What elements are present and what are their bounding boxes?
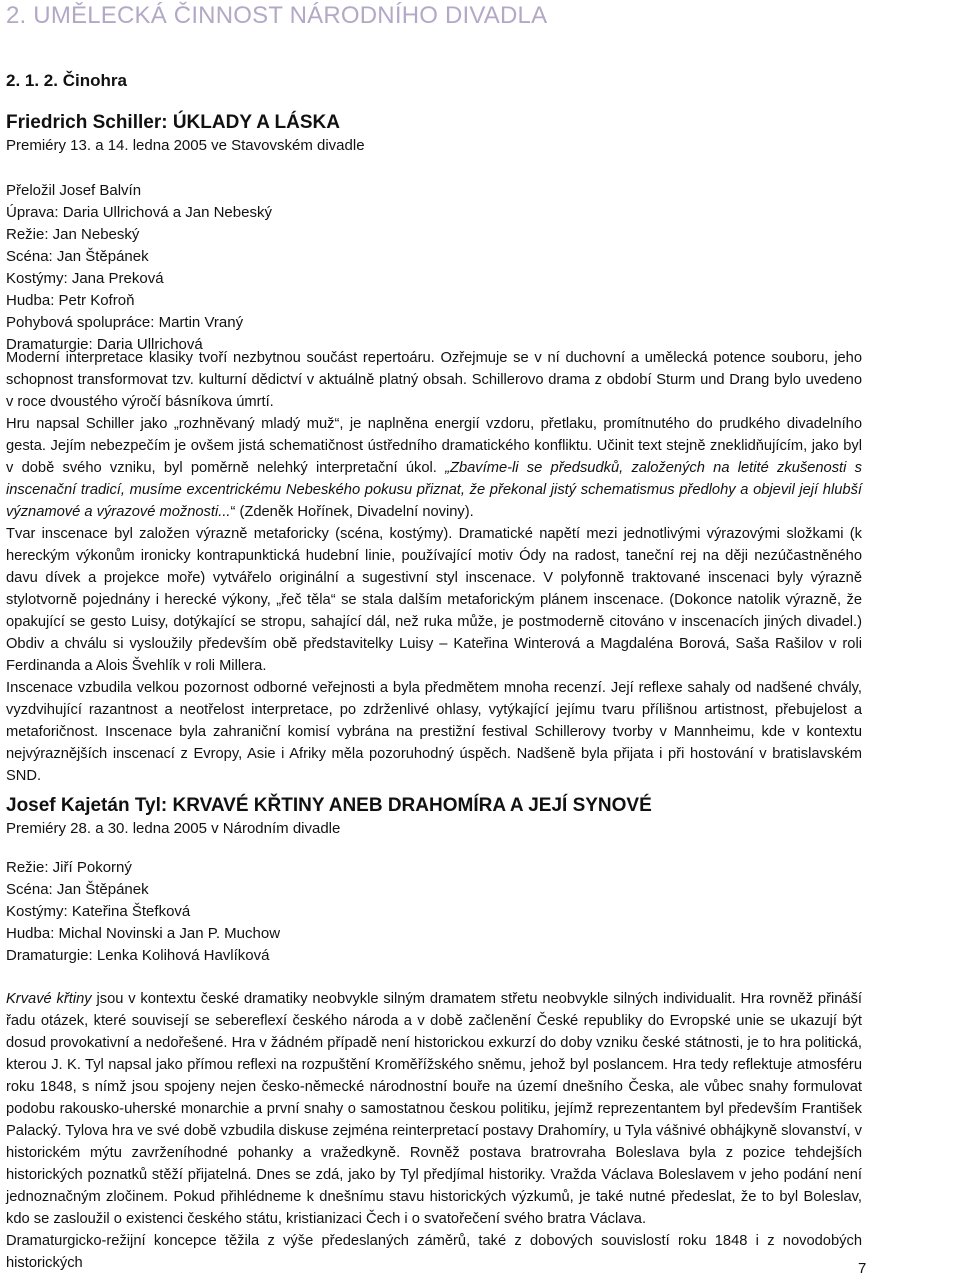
credit-line: Úprava: Daria Ullrichová a Jan Nebeský xyxy=(6,204,272,221)
play1-review xyxy=(6,347,862,787)
credit-line: Dramaturgie: Lenka Kolihová Havlíková xyxy=(6,947,270,964)
play2-heading-block xyxy=(6,794,862,840)
review-quote: „Zbavíme-li se předsudků, založených na letité zkušenosti s inscenační tradicí, musíme excentrickému Nebeského pokusu přiznat, že překonal jistý schematismus předlohy a objevil její hlubší významové a výrazové možnosti... xyxy=(6,460,862,520)
credit-line: Kostýmy: Jana Preková xyxy=(6,270,164,287)
review-paragraph: Tvar inscenace byl založen výrazně metaforicky (scéna, kostýmy). Dramatické napětí mezi jednotlivými výrazovými složkami (k hereckým výkonům ironicky kontrapunktická hudební linie, používající motiv Ódy na radost, taneční rej na ději nezúčastněného davu dívek a projekce moře) vytvářelo originální a sugestivní styl inscenace. V polyfonně traktované inscenaci byly výrazně stylotvorně pojednány i herecké výkony, „řeč těla“ se stala dalším metaforickým plánem inscenace. (Dokonce natolik výrazně, že opakující se gesto Luisy, dotýkající se stropu, sahající dál, než ruka může, je postmoderně citováno v inscenacích jiných divadel.) Obdiv a chválu si vysloužily především obě představitelky Luisy – Kateřina Winterová a Magdaléna Borová, Saša Rašilov v roli Ferdinanda a Alois Švehlík v roli Millera. xyxy=(6,526,862,674)
play2-review xyxy=(6,988,862,1274)
play1-title: Friedrich Schiller: ÚKLADY A LÁSKA xyxy=(6,112,340,133)
credit-line: Přeložil Josef Balvín xyxy=(6,182,142,199)
play2-premiere: Premiéry 28. a 30. ledna 2005 v Národním divadle xyxy=(6,820,341,837)
credit-line: Režie: Jan Nebeský xyxy=(6,226,140,243)
play1-credits xyxy=(6,180,862,356)
play2-title: Josef Kajetán Tyl: KRVAVÉ KŘTINY ANEB DRAHOMÍRA A JEJÍ SYNOVÉ xyxy=(6,795,652,816)
play1-premiere: Premiéry 13. a 14. ledna 2005 ve Stavovském divadle xyxy=(6,137,365,154)
credit-line: Hudba: Petr Kofroň xyxy=(6,292,135,309)
review-paragraph: Moderní interpretace klasiky tvoří nezbytnou součást repertoáru. Ozřejmuje se v ní duchovní a umělecká potence souboru, jeho schopnost transformovat tzv. kulturní dědictví v aktuálně platný obsah. Schillerovo drama z období Sturm und Drang bylo uvedeno v roce dvoustého výročí básníkova úmrtí. xyxy=(6,350,862,410)
review-text: Hru napsal Schiller jako „rozhněvaný mladý muž“, je naplněna energií vzdoru, přetlaku, promítnutého do prudkého divadelního gesta. Jejím nebezpečím je ovšem jistá schematičnost ústředního dramatického konfliktu. Učinit text stejně zneklidňujícím, jako byl v době svého vzniku, byl poměrně nelehký interpretační úkol. xyxy=(6,416,862,476)
credit-line: Režie: Jiří Pokorný xyxy=(6,859,132,876)
play1-heading-block xyxy=(6,111,862,157)
credit-line: Scéna: Jan Štěpánek xyxy=(6,248,149,265)
review-citation: “ (Zdeněk Hořínek, Divadelní noviny). xyxy=(230,504,474,520)
credit-line: Scéna: Jan Štěpánek xyxy=(6,881,149,898)
play-name-italic: Krvavé křtiny xyxy=(6,991,92,1007)
credit-line: Pohybová spolupráce: Martin Vraný xyxy=(6,314,244,331)
section-title: 2. UMĚLECKÁ ČINNOST NÁRODNÍHO DIVADLA xyxy=(6,2,548,29)
page-number: 7 xyxy=(858,1260,867,1277)
review-paragraph: Inscenace vzbudila velkou pozornost odborné veřejnosti a byla předmětem mnoha recenzí. Její reflexe sahaly od nadšené chvály, vyzdvihující razantnost a neotřelost interpretace, po zdrženlivé ohlasy, vytýkající jejímu tvaru přílišnou artistnost, přebujelost a metaforičnost. Inscenace byla zahraniční komisí vybrána na prestižní festival Schillerovy tvorby v Mannheimu, kde v kontextu nejvýraznějších inscenací z Evropy, Asie i Afriky měla pozoruhodný úspěch. Nadšeně byla přijata i při hostování v bratislavském SND. xyxy=(6,680,862,784)
sub-heading: 2. 1. 2. Činohra xyxy=(6,71,127,90)
review-text: jsou v kontextu české dramatiky neobvykle silným dramatem střetu neobvykle silných individualit. Hra rovněž přináší řadu otázek, které souvisejí se sebereflexí českého národa a v době začlenění České republiky do Evropské unie se ukazují být dosud provokativní a nedořešené. Hra v žádném případě není historickou exkurzí do doby vzniku české státnosti, je to hra politická, kterou J. K. Tyl napsal jako přímou reflexi na rozpuštění Kroměřížského sněmu, jehož byl poslancem. Hra tedy reflektuje atmosféru roku 1848, s nímž jsou spojeny nejen česko-německé národnostní bouře na území dnešního Česka, ale vůbec snahy formulovat podobu rakousko-uherské monarchie a první snahy o samostatnou českou politiku, jejímž reprezentantem byl především František Palacký. Tylova hra ve své době vzbudila diskuse zejména reinterpretací postavy Drahomíry, u Tyla vášnivé obhájkyně slovanství, v historickém mýtu zavrženíhodné pohanky a vražedkyně. Rovněž postava bratrovraha Boleslava byla z pozice tehdejších historických poznatků stěží přijatelná. Dnes se zdá, jako by Tyl předjímal historiky. Vražda Václava Boleslavem v jeho podání není jednoznačným zločinem. Pokud přihlédneme k dnešnímu stavu historických výzkumů, je také nutné předeslat, že to byl Boleslav, kdo se zasloužil o existenci českého státu, kristianizaci Čech i o svatořečení svého bratra Václava. xyxy=(6,991,862,1227)
review-paragraph xyxy=(6,988,862,1230)
credit-line: Dramaturgie: Daria Ullrichová xyxy=(6,336,203,353)
review-paragraph xyxy=(6,413,862,523)
credit-line: Kostýmy: Kateřina Štefková xyxy=(6,903,191,920)
review-paragraph: Dramaturgicko-režijní koncepce těžila z výše předeslaných záměrů, také z dobových souvislostí roku 1848 i z novodobých historických xyxy=(6,1233,862,1271)
credit-line: Hudba: Michal Novinski a Jan P. Muchow xyxy=(6,925,281,942)
play2-credits xyxy=(6,857,862,967)
